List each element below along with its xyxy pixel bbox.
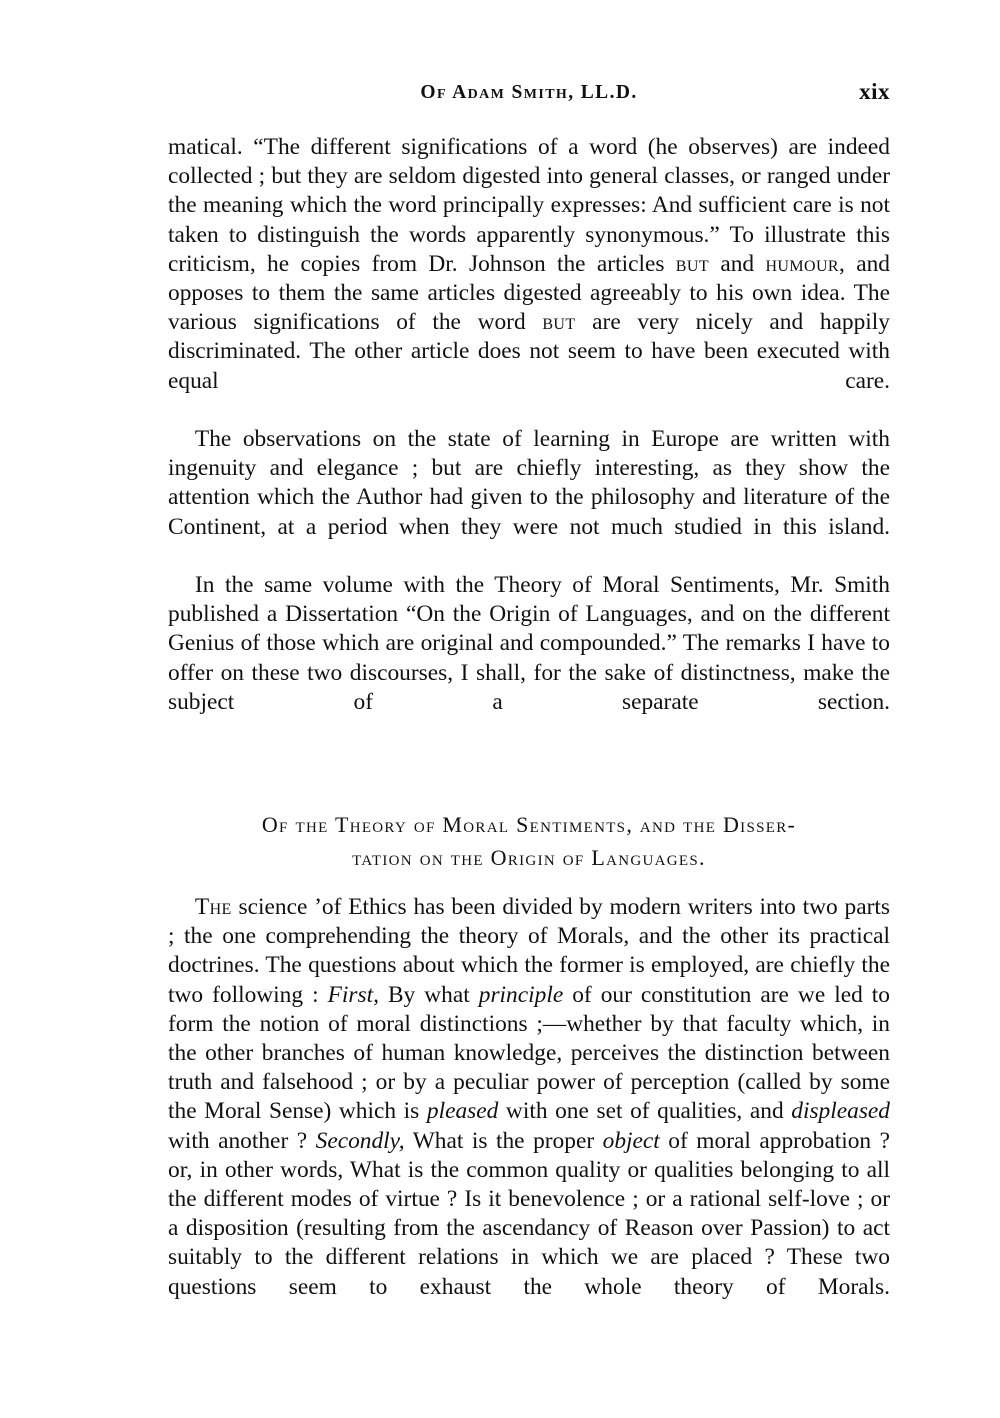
paragraph-1-text-d: are very nicely and happily discriminated. The other article does not seem to have been executed with equal care.	[168, 309, 890, 394]
italic-principle: principle	[478, 981, 564, 1008]
paragraph-4-text-g: of moral approbation ? or, in other words, What is the common quality or qualities belonging to all the different modes of virtue ? Is it benevolence ; or a rational self-love ; or a disposition (resulting from the ascendancy of Reason over Passion) to act suitably to the different relations in which we are placed ? These two questions seem to exhaust the whole theory of Morals.	[168, 1127, 890, 1300]
paragraph-4-text-b: By what	[378, 981, 479, 1008]
section-heading-line-2: tation on the Origin of Languages.	[352, 845, 706, 870]
paragraph-1-text-c: , and opposes to them the same articles digested agreeably to his own idea. The various significations of the word	[168, 250, 890, 336]
smallcaps-the: The	[194, 894, 232, 920]
paragraph-1-text-a: matical. “The different significations of a word (he observes) are indeed collected ; but they are seldom digested into general classes, or ranged under the meaning which the word principally expresses: And sufficient care is not taken to distinguish the words apparently synonymous.” To illustrate this criticism, he copies from Dr. Johnson the articles	[168, 134, 890, 277]
paragraph-4-text-f: What is the proper	[404, 1127, 603, 1154]
italic-pleased: pleased	[426, 1098, 499, 1125]
paragraph-4-text-c: of our constitution are we led to form the notion of moral distinctions ;—whether by that faculty which, in the other branches of human knowledge, perceives the distinction between truth and falsehood ; or by a peculiar power of perception (called by some the Moral Sense) which is	[168, 981, 891, 1125]
paragraph-4	[168, 893, 890, 1331]
paragraph-4-text-e: with another ?	[168, 1127, 316, 1154]
body-text-lower	[168, 893, 890, 1331]
italic-displeased: displeased	[791, 1098, 890, 1125]
smallcaps-but-1: but	[675, 250, 709, 277]
italic-first: First,	[327, 981, 379, 1008]
italic-object: object	[602, 1127, 660, 1154]
paragraph-3: In the same volume with the Theory of Moral Sentiments, Mr. Smith published a Dissertation “On the Origin of Languages, and on the different Genius of those which are original and compounded.” The remarks I have to offer on these two discourses, I shall, for the sake of distinctness, make the subject of a separate section.	[168, 572, 890, 715]
italic-secondly: Secondly,	[315, 1127, 405, 1154]
paragraph-4-text-d: with one set of qualities, and	[498, 1098, 792, 1125]
smallcaps-humour: humour	[765, 250, 839, 277]
page-number: xix	[859, 79, 890, 104]
paragraph-2: The observations on the state of learning in Europe are written with ingenuity and elegance ; but are chiefly interesting, as they show the attention which the Author had given to the philosophy and literature of the Continent, at a period when they were not much studied in this island.	[168, 426, 890, 540]
section-heading-line-1: Of the Theory of Moral Sentiments, and the Disser-	[261, 812, 797, 837]
running-head	[168, 79, 890, 112]
running-head-title: Of Adam Smith, LL.D.	[420, 82, 638, 103]
smallcaps-but-2: but	[542, 309, 576, 336]
paragraph-1	[168, 133, 890, 425]
body-text-upper	[168, 133, 890, 746]
paragraph-1-text-b: and	[709, 250, 766, 277]
section-heading	[168, 808, 890, 874]
paragraph-4-text-a: science ’of Ethics has been divided by modern writers into two parts ; the one comprehending the theory of Morals, and the other its practical doctrines. The questions about which the former is employed, are chiefly the two following :	[168, 894, 890, 1008]
